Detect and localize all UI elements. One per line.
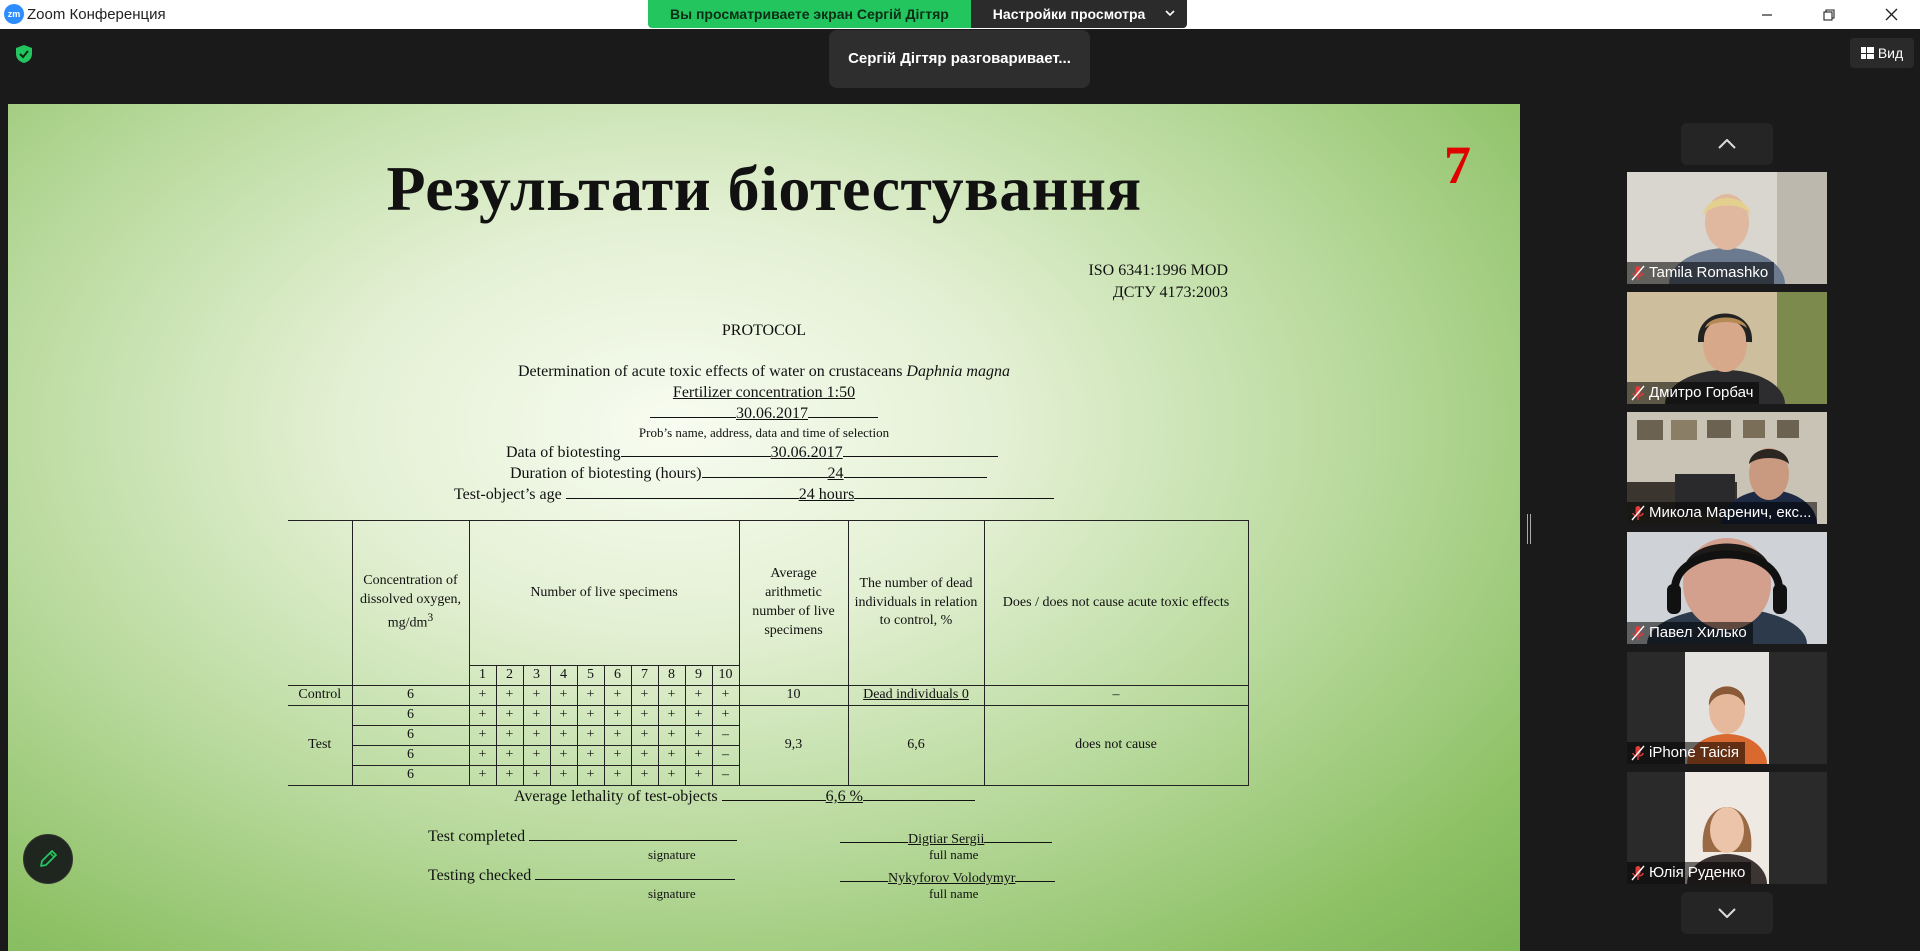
test-mark: + (469, 746, 496, 766)
age-value: 24 hours (798, 486, 855, 503)
control-mark: + (712, 686, 739, 706)
standard-dstu: ДСТУ 4173:2003 (1112, 284, 1228, 301)
lethality-value: 6,6 % (825, 788, 863, 805)
test-dead: 6,6 (848, 706, 984, 786)
control-label: Control (288, 686, 352, 706)
test-row (288, 706, 1248, 726)
table-corner (288, 521, 352, 686)
selection-date-line (8, 404, 1520, 423)
participant-name: iPhone Таісія (1649, 744, 1739, 761)
test-mark: + (685, 706, 712, 726)
duration-value: 24 (827, 465, 844, 482)
test-mark: – (712, 746, 739, 766)
participant-name-bar (1627, 382, 1759, 404)
test-mark: + (631, 726, 658, 746)
test-mark: + (658, 726, 685, 746)
test-mark: + (577, 706, 604, 726)
pen-icon (37, 848, 59, 870)
view-grid-icon (1861, 47, 1874, 59)
completed-name-line (840, 829, 1052, 848)
chevron-down-icon (1165, 0, 1175, 28)
test-mark: – (712, 726, 739, 746)
test-mark: + (469, 726, 496, 746)
scroll-up-button[interactable] (1681, 123, 1773, 165)
muted-mic-icon (1631, 865, 1645, 881)
test-mark: – (712, 766, 739, 786)
checked-name-line (840, 868, 1055, 887)
participant-tile[interactable] (1627, 652, 1827, 764)
standard-iso: ISO 6341:1996 MOD (1088, 262, 1228, 279)
chevron-up-icon (1718, 139, 1736, 149)
test-mark: + (523, 706, 550, 726)
control-mark: + (658, 686, 685, 706)
test-mark: + (550, 766, 577, 786)
replicate-number: 1 (469, 666, 496, 686)
control-dead: Dead individuals 0 (848, 686, 984, 706)
test-mark: + (496, 706, 523, 726)
test-mark: + (523, 766, 550, 786)
participant-tile[interactable] (1627, 532, 1827, 644)
scroll-down-button[interactable] (1681, 892, 1773, 934)
minimize-button[interactable] (1744, 0, 1790, 29)
lethality-label: Average lethality of test-objects (514, 788, 718, 805)
zoom-logo-icon: zm (4, 4, 24, 24)
test-completed-label: Test completed (428, 828, 526, 845)
muted-mic-icon (1631, 625, 1645, 641)
participant-name: Tamila Romashko (1649, 264, 1769, 281)
duration-label: Duration of biotesting (hours) (510, 465, 702, 482)
test-mark: + (523, 746, 550, 766)
control-average: 10 (739, 686, 848, 706)
participant-tile[interactable] (1627, 412, 1827, 524)
screen-share-banner (648, 0, 1187, 28)
test-mark: + (712, 706, 739, 726)
control-mark: + (469, 686, 496, 706)
test-mark: + (550, 726, 577, 746)
annotate-button[interactable] (23, 834, 73, 884)
test-mark: + (577, 746, 604, 766)
replicate-number: 3 (523, 666, 550, 686)
replicate-number: 7 (631, 666, 658, 686)
testing-checked-label: Testing checked (428, 867, 532, 884)
window-title: Zoom Конференция (27, 6, 166, 23)
participant-name: Микола Маренич, екс... (1649, 504, 1812, 521)
participant-name-bar (1627, 622, 1753, 644)
minimize-icon (1761, 9, 1773, 21)
test-mark: + (658, 766, 685, 786)
header-live-specimens: Number of live specimens (469, 521, 739, 666)
header-concentration: Concentration of dissolved oxygen, $mg/dm^3$ (352, 521, 469, 686)
control-mark: + (631, 686, 658, 706)
test-mark: + (469, 766, 496, 786)
encryption-shield-icon[interactable] (14, 44, 34, 64)
slide-title: Результати біотестування (386, 153, 1142, 224)
replicate-number: 4 (550, 666, 577, 686)
view-button[interactable] (1850, 38, 1914, 68)
replicate-number: 9 (685, 666, 712, 686)
protocol-table (288, 520, 1249, 786)
participant-name-bar (1627, 262, 1774, 284)
participant-name: Юлія Руденко (1649, 864, 1746, 881)
muted-mic-icon (1631, 385, 1645, 401)
test-completed-line (428, 827, 737, 846)
determination-line (8, 363, 1520, 381)
test-mark: + (496, 746, 523, 766)
test-oxygen: 6 (352, 706, 469, 726)
test-mark: + (631, 746, 658, 766)
test-mark: + (658, 706, 685, 726)
test-label: Test (288, 706, 352, 786)
test-mark: + (604, 766, 631, 786)
replicate-number: 8 (658, 666, 685, 686)
test-oxygen: 6 (352, 726, 469, 746)
control-mark: + (577, 686, 604, 706)
test-mark: + (631, 706, 658, 726)
test-mark: + (631, 766, 658, 786)
age-line (454, 485, 1054, 504)
view-settings-label: Настройки просмотра (992, 6, 1146, 22)
participant-tile[interactable] (1627, 172, 1827, 284)
viewing-screen-label: Вы просматриваете экран Сергій Дігтяр (648, 0, 971, 28)
active-speaker-notice: Сергій Дігтяр разговаривает... (829, 30, 1090, 88)
test-mark: + (658, 746, 685, 766)
muted-mic-icon (1631, 265, 1645, 281)
participant-name-bar (1627, 742, 1745, 764)
test-mark: + (469, 706, 496, 726)
test-mark: + (685, 766, 712, 786)
view-settings-button[interactable] (971, 0, 1187, 28)
header-effect: Does / does not cause acute toxic effects (984, 521, 1248, 686)
replicate-number: 10 (712, 666, 739, 686)
replicate-number: 5 (577, 666, 604, 686)
replicate-number: 6 (604, 666, 631, 686)
fullname-caption-1: full name (929, 847, 979, 862)
chevron-down-icon (1718, 908, 1736, 918)
control-mark: + (550, 686, 577, 706)
control-mark: + (523, 686, 550, 706)
duration-line (510, 464, 987, 483)
checked-name: Nykyforov Volodymyr (888, 871, 1016, 886)
participant-name-bar (1627, 862, 1751, 884)
prob-caption: Prob’s name, address, data and time of selection (638, 425, 890, 440)
test-mark: + (550, 706, 577, 726)
protocol-heading: PROTOCOL (721, 322, 807, 339)
signature-caption-1: signature (648, 847, 696, 862)
control-oxygen: 6 (352, 686, 469, 706)
species-name: Daphnia magna (906, 363, 1010, 380)
slide-number: 7 (1444, 135, 1471, 195)
shared-screen-slide (8, 104, 1520, 951)
lethality-line (514, 787, 975, 806)
panel-resize-handle[interactable] (1527, 514, 1531, 544)
biotest-date-value: 30.06.2017 (770, 444, 843, 461)
biotest-date-label: Data of biotesting (506, 444, 621, 461)
fullname-caption-2: full name (929, 886, 979, 901)
biotest-date-line (506, 443, 998, 462)
signature-caption-2: signature (648, 886, 696, 901)
replicate-number: 2 (496, 666, 523, 686)
test-mark: + (604, 706, 631, 726)
test-average: 9,3 (739, 706, 848, 786)
testing-checked-line (428, 866, 735, 885)
selection-date: 30.06.2017 (736, 405, 808, 422)
test-mark: + (550, 746, 577, 766)
header-dead: The number of dead individuals in relation to control, % (848, 521, 984, 686)
test-mark: + (604, 726, 631, 746)
control-mark: + (496, 686, 523, 706)
participant-name: Павел Хилько (1649, 624, 1747, 641)
participant-name-bar (1627, 502, 1817, 524)
fertilizer-value: Fertilizer concentration 1:50 (672, 384, 856, 401)
test-mark: + (577, 766, 604, 786)
test-mark: + (523, 726, 550, 746)
test-mark: + (604, 746, 631, 766)
muted-mic-icon (1631, 505, 1645, 521)
age-label: Test-object’s age (454, 486, 562, 503)
test-oxygen: 6 (352, 746, 469, 766)
header-average: Average arithmetic number of live specimens (739, 521, 848, 686)
test-oxygen: 6 (352, 766, 469, 786)
muted-mic-icon (1631, 745, 1645, 761)
control-effect: – (984, 686, 1248, 706)
test-mark: + (496, 766, 523, 786)
test-mark: + (496, 726, 523, 746)
restore-button[interactable] (1806, 0, 1852, 29)
control-mark: + (604, 686, 631, 706)
fertilizer-line (8, 384, 1520, 402)
test-effect: does not cause (984, 706, 1248, 786)
close-icon (1885, 8, 1898, 21)
restore-icon (1823, 9, 1835, 21)
view-button-label: Вид (1877, 45, 1904, 61)
control-row (288, 686, 1248, 706)
close-button[interactable] (1868, 0, 1914, 29)
test-mark: + (685, 746, 712, 766)
participant-tile[interactable] (1627, 292, 1827, 404)
determination-text: Determination of acute toxic effects of water on crustaceans (518, 363, 903, 380)
control-mark: + (685, 686, 712, 706)
participant-name: Дмитро Горбач (1649, 384, 1754, 401)
completed-name: Digtiar Sergii (908, 832, 985, 847)
test-mark: + (685, 726, 712, 746)
test-mark: + (577, 726, 604, 746)
participant-tile[interactable] (1627, 772, 1827, 884)
